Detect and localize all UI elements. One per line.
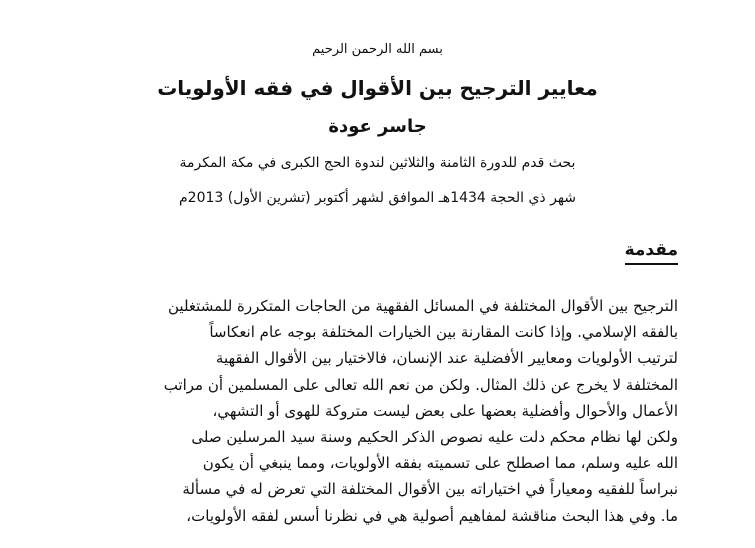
body-paragraph: [78, 293, 678, 529]
body-line: الترجيح بين الأقوال المختلفة في المسائل الفقهية من الحاجات المتكررة للمشتغلين: [168, 297, 678, 315]
body-line: نبراساً للفقيه ومعياراً في اختياراته بين الأقوال المختلفة التي تعرض له في مسألة: [182, 480, 678, 499]
basmala: بسم الله الرحمن الرحيم: [312, 42, 443, 57]
section-heading-introduction: مقدمة: [625, 238, 678, 265]
paper-title: معايير الترجيح بين الأقوال في فقه الأولويات: [157, 76, 598, 100]
body-line: ولكن لها نظام محكم دلت عليه نصوص الذكر الحكيم وسنة سيد المرسلين صلى: [191, 427, 678, 446]
body-line: المختلفة لا يخرج عن ذلك المثال. ولكن من نعم الله تعالى على المسلمين أن مراتب: [163, 375, 678, 394]
subtitle-venue: بحث قدم للدورة الثامنة والثلاثين لندوة الحج الكبرى في مكة المكرمة: [179, 155, 576, 171]
body-line: بالفقه الإسلامي. وإذا كانت المقارنة بين الخيارات المختلفة بوجه عام انعكاساً: [209, 323, 678, 342]
body-line: الأعمال والأحوال وأفضلية بعضها على بعض ليست متروكة للهوى أو التشهي،: [212, 401, 678, 420]
body-line: لترتيب الأولويات ومعايير الأفضلية عند الإنسان، فالاختيار بين الأقوال الفقهية: [215, 349, 678, 368]
author-name: جاسر عودة: [328, 116, 427, 137]
body-line: ما. وفي هذا البحث مناقشة لمفاهيم أصولية هي في نظرنا أسس لفقه الأولويات،: [186, 506, 678, 525]
subtitle-date: شهر ذي الحجة 1434هـ الموافق لشهر أكتوبر (تشرين الأول) 2013م: [178, 190, 577, 206]
body-line: الله عليه وسلم، مما اصطلح على تسميته بفقه الأولويات، ومما ينبغي أن يكون: [202, 454, 678, 473]
